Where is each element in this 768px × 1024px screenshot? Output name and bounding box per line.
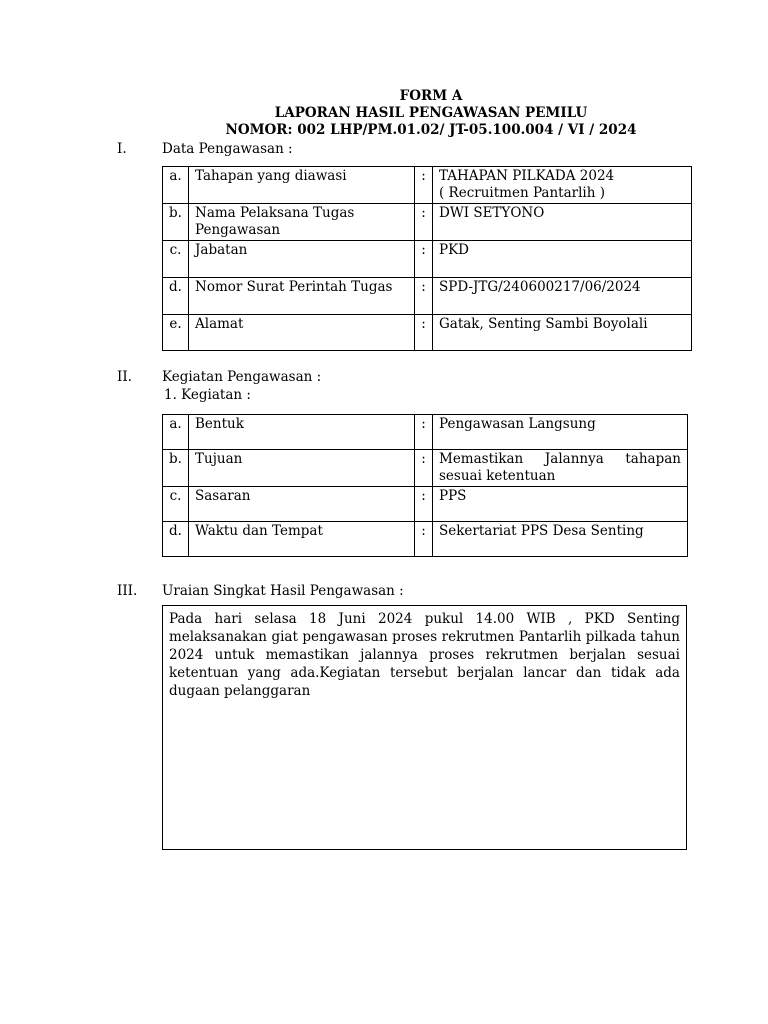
row-label: Bentuk: [189, 415, 415, 450]
row-value: Sekertariat PPS Desa Senting: [433, 522, 688, 557]
row-letter: e.: [163, 315, 189, 351]
section-1-number: I.: [117, 141, 127, 157]
table-row: [163, 415, 688, 450]
section-2-subtitle: 1. Kegiatan :: [164, 387, 251, 403]
row-colon: :: [415, 415, 433, 450]
section-2-title: Kegiatan Pengawasan :: [162, 369, 322, 385]
section-2-number: II.: [117, 369, 132, 385]
row-colon: :: [415, 204, 433, 241]
row-letter: c.: [163, 487, 189, 522]
section-3-number: III.: [117, 583, 138, 599]
table-row: [163, 522, 688, 557]
label-line: Pengawasan: [195, 222, 281, 238]
row-label: Alamat: [189, 315, 415, 351]
row-colon: :: [415, 315, 433, 351]
row-colon: :: [415, 278, 433, 315]
row-label: [189, 204, 415, 241]
row-value: Pengawasan Langsung: [433, 415, 688, 450]
form-title: FORM A: [399, 88, 463, 104]
value-line: TAHAPAN PILKADA 2024: [439, 168, 615, 184]
table-row: [163, 167, 692, 204]
summary-text: Pada hari selasa 18 Juni 2024 pukul 14.00 WIB , PKD Senting melaksanakan giat pengawasan proses rekrutmen Pantarlih pilkada tahun 2024 untuk memastikan jalannya proses rekrutmen berjalan sesuai ketentuan yang ada.Kegiatan tersebut berjalan lancar dan tidak ada dugaan pelanggaran: [169, 611, 680, 699]
row-value: PPS: [433, 487, 688, 522]
summary-box: [162, 605, 687, 850]
row-colon: :: [415, 487, 433, 522]
row-colon: :: [415, 167, 433, 204]
row-value: PKD: [433, 241, 692, 278]
section-3-title: Uraian Singkat Hasil Pengawasan :: [162, 583, 404, 599]
row-label: Tahapan yang diawasi: [189, 167, 415, 204]
row-label: Jabatan: [189, 241, 415, 278]
row-colon: :: [415, 450, 433, 487]
row-label: Waktu dan Tempat: [189, 522, 415, 557]
kegiatan-table: [162, 414, 688, 557]
row-label: Tujuan: [189, 450, 415, 487]
row-value: Memastikan Jalannya tahapan sesuai ketentuan: [433, 450, 688, 487]
row-value: [433, 167, 692, 204]
row-colon: :: [415, 522, 433, 557]
label-line: Nama Pelaksana Tugas: [195, 205, 355, 221]
table-row: [163, 204, 692, 241]
row-value: Gatak, Senting Sambi Boyolali: [433, 315, 692, 351]
table-row: [163, 450, 688, 487]
row-value: DWI SETYONO: [433, 204, 692, 241]
row-letter: d.: [163, 522, 189, 557]
row-letter: b.: [163, 204, 189, 241]
row-label: Sasaran: [189, 487, 415, 522]
row-letter: a.: [163, 167, 189, 204]
row-letter: b.: [163, 450, 189, 487]
value-line: ( Recruitmen Pantarlih ): [439, 185, 605, 201]
row-letter: a.: [163, 415, 189, 450]
section-1-title: Data Pengawasan :: [162, 141, 293, 157]
row-letter: d.: [163, 278, 189, 315]
data-pengawasan-table: [162, 166, 692, 351]
row-colon: :: [415, 241, 433, 278]
report-number: NOMOR: 002 LHP/PM.01.02/ JT-05.100.004 / VI / 2024: [225, 122, 637, 138]
row-value: SPD-JTG/240600217/06/2024: [433, 278, 692, 315]
row-letter: c.: [163, 241, 189, 278]
report-title: LAPORAN HASIL PENGAWASAN PEMILU: [274, 105, 588, 121]
table-row: [163, 241, 692, 278]
table-row: [163, 487, 688, 522]
table-row: [163, 315, 692, 351]
row-label: Nomor Surat Perintah Tugas: [189, 278, 415, 315]
table-row: [163, 278, 692, 315]
